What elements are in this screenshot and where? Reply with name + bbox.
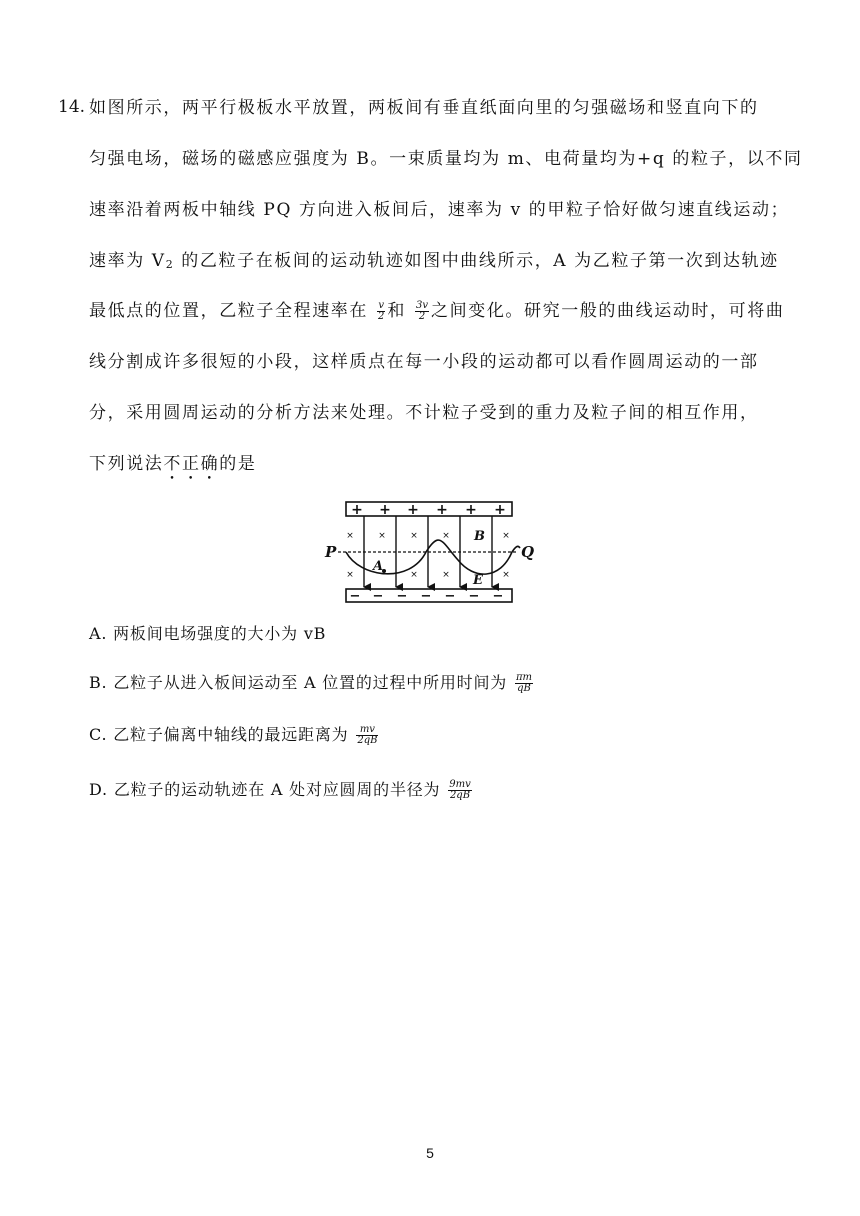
option-b: [89, 672, 535, 694]
line5-part-c: 之间变化。研究一般的曲线运动时，可将曲: [431, 301, 785, 321]
line4-part-b: 的乙粒子在板间的运动轨迹如图中曲线所示，A 为乙粒子第一次到达轨迹: [174, 251, 779, 271]
fraction-numerator: v: [378, 300, 385, 311]
fraction-denominator: 2qB: [449, 790, 471, 801]
page-number: 5: [426, 1145, 434, 1161]
label-e: E: [473, 573, 483, 588]
option-b-text: B. 乙粒子从进入板间运动至 A 位置的过程中所用时间为: [89, 673, 513, 692]
last-part-b: 的是: [219, 454, 257, 474]
minus-sign: −: [492, 589, 504, 604]
question-line-1: 如图所示，两平行极板水平放置，两板间有垂直纸面向里的匀强磁场和竖直向下的: [89, 98, 759, 118]
plus-sign: +: [379, 502, 391, 518]
option-a: A. 两板间电场强度的大小为 vB: [89, 624, 327, 643]
magnetic-field-mark: ×: [346, 570, 354, 580]
option-c: [89, 724, 380, 746]
fraction-numerator: 3v: [416, 300, 429, 311]
plus-sign: +: [494, 502, 506, 518]
option-c-text: C. 乙粒子偏离中轴线的最远距离为: [89, 725, 355, 744]
line5-part-a: 最低点的位置，乙粒子全程速率在: [89, 301, 376, 321]
fraction-denominator: qB: [517, 683, 531, 694]
fraction-v-over-2: [377, 301, 385, 322]
plus-sign: +: [436, 502, 448, 518]
option-d: [89, 779, 474, 801]
plus-sign: +: [407, 502, 419, 518]
question-line-8: [89, 453, 256, 484]
label-q: Q: [521, 543, 535, 561]
minus-sign: −: [468, 589, 480, 604]
magnetic-field-mark: ×: [410, 570, 418, 580]
magnetic-field-mark: ×: [442, 570, 450, 580]
fraction-denominator: 2qB: [357, 735, 378, 746]
fraction-denominator: 2: [418, 311, 426, 322]
fraction-pi-m-over-qb: [515, 673, 533, 694]
plus-sign: +: [351, 502, 363, 518]
label-p: P: [325, 543, 337, 561]
line4-part-a: 速率为 V: [89, 251, 166, 271]
magnetic-field-mark: ×: [502, 570, 510, 580]
fraction-numerator: 9mv: [449, 779, 471, 790]
question-number: 14.: [58, 97, 86, 117]
minus-sign: −: [420, 589, 432, 604]
fraction-numerator: πm: [515, 672, 533, 683]
magnetic-field-mark: ×: [502, 531, 510, 541]
magnetic-field-mark: ×: [346, 531, 354, 541]
fraction-numerator: mv: [356, 725, 378, 736]
line4-subscript: 2: [165, 258, 175, 271]
question-line-3: 速率沿着两板中轴线 PQ 方向进入板间后，速率为 v 的甲粒子恰好做匀速直线运动；: [89, 200, 790, 220]
fraction-denominator: 2: [378, 311, 385, 322]
fraction-3v-over-2: [415, 301, 429, 322]
minus-sign: −: [396, 589, 408, 604]
plus-sign: +: [465, 502, 477, 518]
question-line-2: 匀强电场，磁场的磁感应强度为 B。一束质量均为 m、电荷量均为+q 的粒子，以不同: [89, 149, 803, 169]
last-part-a: 下列说法: [89, 454, 164, 474]
top-plate: [346, 502, 512, 516]
minus-sign: −: [349, 589, 361, 604]
label-a: A: [373, 559, 384, 574]
emphasized-text: 不正确: [163, 454, 220, 474]
minus-sign: −: [372, 589, 384, 604]
line5-part-b: 和: [387, 301, 413, 321]
magnetic-field-mark: ×: [378, 531, 386, 541]
minus-sign: −: [444, 589, 456, 604]
magnetic-field-mark: ×: [442, 531, 450, 541]
magnetic-field-mark: ×: [410, 531, 418, 541]
label-b: B: [474, 529, 485, 544]
question-line-7: 分，采用圆周运动的分析方法来处理。不计粒子受到的重力及粒子间的相互作用，: [89, 403, 759, 423]
question-line-4: [89, 250, 779, 276]
fraction-9mv-over-2qb: [448, 780, 472, 801]
physics-diagram: [322, 498, 542, 610]
fraction-mv-over-2qb: [356, 725, 378, 746]
question-line-6: 线分割成许多很短的小段，这样质点在每一小段的运动都可以看作圆周运动的一部: [89, 352, 759, 372]
option-d-text: D. 乙粒子的运动轨迹在 A 处对应圆周的半径为: [89, 780, 447, 799]
question-line-5: [89, 300, 784, 322]
